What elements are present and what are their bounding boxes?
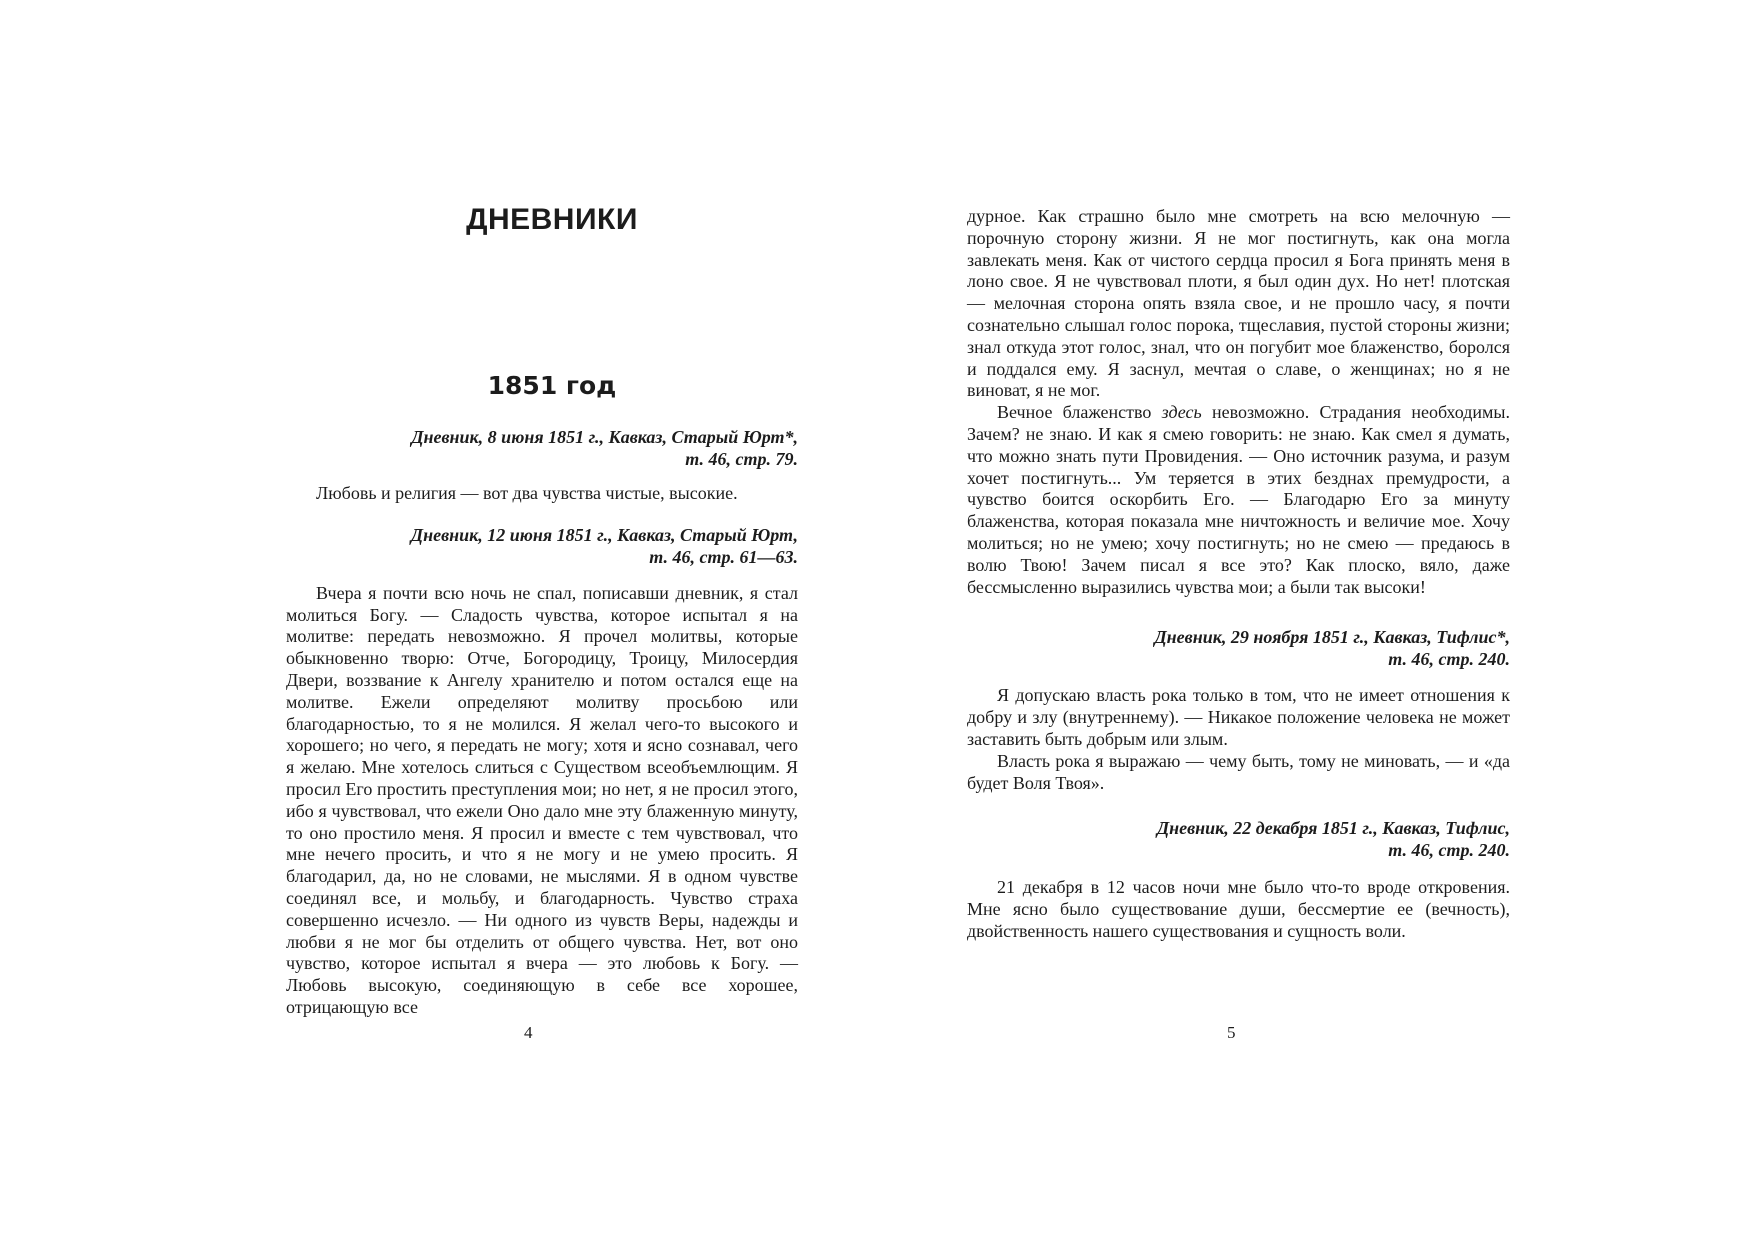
entry-reference-line: Дневник, 8 июня 1851 г., Кавказ, Старый Юрт*, [411, 427, 798, 447]
text-run: Вечное блаженство [997, 402, 1162, 423]
entry-reference [967, 626, 1510, 670]
paragraph: 21 декабря в 12 часов ночи мне было что-то вроде откровения. Мне ясно было существование души, бессмертие ее (вечность), двойственность нашего существования и сущность воли. [967, 877, 1510, 941]
left-page [0, 0, 877, 1240]
paragraph: дурное. Как страшно было мне смотреть на всю мелочную — порочную сторону жизни. Я не мог постигнуть, как она могла завлекать меня. Как от чистого сердца просил я Бога принять меня в лоно свое. Я не чувствовал плоти, я был один дух. Но нет! плотская — мелочная сторона опять взяла свое, и не прошло часу, я почти сознательно слышал голос порока, тщеславия, пустой стороны жизни; знал откуда этот голос, знал, что он погубит мое блаженство, боролся и поддался ему. Я заснул, мечтая о славе, о женщинах; но я не виноват, я не мог. [967, 206, 1510, 401]
left-text-column [286, 200, 798, 1019]
paragraph: Власть рока я выражаю — чему быть, тому не миновать, — и «да будет Воля Твоя». [967, 750, 1510, 793]
entry-reference [286, 524, 798, 568]
paragraph: Вчера я почти всю ночь не спал, пописавши дневник, я стал молиться Богу. — Сладость чувства, которое испытал я на молитве: передать невозможно. Я прочел молитвы, которые обыкновенно творю: Отче, Богородицу, Троицу, Милосердия Двери, воззвание к Ангелу хранителю и потом остался еще на молитве. Ежели определяют молитву просьбою или благодарностью, то я не молился. Я желал чего-то высокого и хорошего; но чего, я передать не могу; хотя и ясно сознавал, чего я желаю. Мне хотелось слиться с Существом всеобъемлющим. Я просил Его простить преступления мои; но нет, я не просил этого, ибо я чувствовал, что ежели Оно дало мне эту блаженную минуту, то оно простило меня. Я просил и вместе с тем чувствовал, что мне нечего просить, и что я не могу и не умею просить. Я благодарил, да, но не словами, не мыслями. Я в одном чувстве соединял все, и мольбу, и благодарность. Чувство страха совершенно исчезло. — Ни одного из чувств Веры, надежды и любви я не мог бы отделить от общего чувства. Нет, вот оно чувство, которое испытал я вчера — это любовь к Богу. — Любовь высокую, соединяющую в себе все хорошее, отрицающую все [286, 582, 798, 1017]
entry-reference-line: т. 46, стр. 79. [685, 449, 798, 469]
year-heading: 1851 год [487, 371, 617, 400]
paragraph: Я допускаю власть рока только в том, что не имеет отношения к добру и злу (внутреннему). — Никакое положение человека не может заставить быть добрым или злым. [967, 685, 1510, 749]
entry-reference [967, 817, 1510, 861]
text-run: невозможно. Страдания необходимы. Зачем? не знаю. И как я смею говорить: не знаю. Как смел я думать, что можно знать пути Провидения. — Оно источник разума, и разум хочет постигнуть... Ум теряется в этих безднах премудрости, а чувство боится оскорбить Его. — Благодарю Его за минуту блаженства, которая показала мне ничтожность и величие мое. Хочу молиться; но не умею; хочу постигнуть; но не смею — предаюсь в волю Твою! Зачем писал я все это? Как плоско, вяло, даже бессмысленно выразились чувства мои; а были так высоки! [967, 402, 1510, 597]
entry-reference-line: т. 46, стр. 240. [1388, 840, 1510, 861]
page-number: 5 [1227, 1023, 1236, 1042]
emphasis: здесь [1161, 402, 1202, 423]
right-text-column [967, 206, 1510, 943]
page-number: 4 [524, 1023, 533, 1042]
entry-reference-line: Дневник, 22 декабря 1851 г., Кавказ, Тифлис, [1156, 818, 1510, 839]
entry-reference-line: т. 46, стр. 240. [1388, 649, 1510, 670]
entry-reference [286, 426, 798, 470]
part-title: ДНЕВНИКИ [466, 203, 638, 236]
right-page [877, 0, 1755, 1240]
paragraph: Любовь и религия — вот два чувства чистые, высокие. [316, 483, 738, 503]
entry-reference-line: Дневник, 12 июня 1851 г., Кавказ, Старый Юрт, [410, 524, 798, 545]
entry-reference-line: т. 46, стр. 61—63. [649, 546, 798, 567]
entry-reference-line: Дневник, 29 ноября 1851 г., Кавказ, Тифлис*, [1154, 627, 1510, 648]
paragraph [967, 402, 1510, 598]
